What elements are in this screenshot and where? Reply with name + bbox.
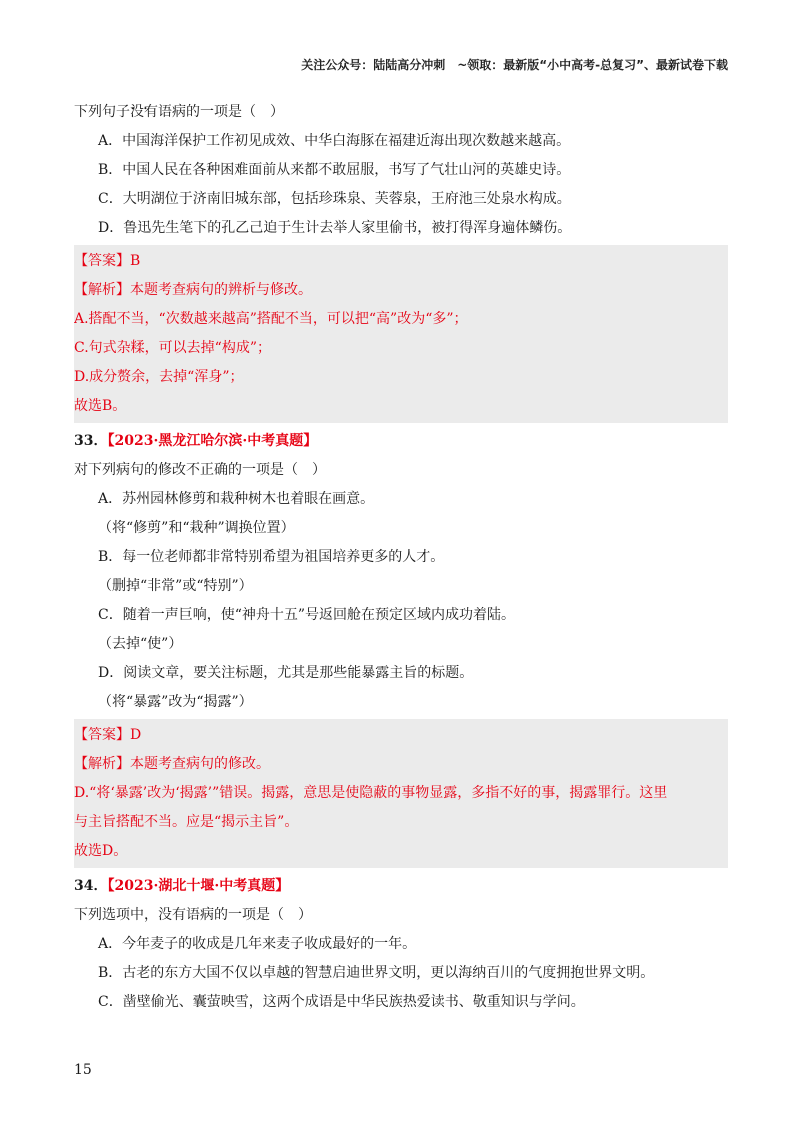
q32-explanation-d: D.成分赘余，去掉“浑身”； — [74, 369, 244, 385]
q33-option-a: A．苏州园林修剪和栽种树木也着眼在画意。 — [98, 491, 375, 507]
q33-analysis: 【解析】本题考查病句的修改。 — [74, 756, 270, 772]
q32-option-b: B．中国人民在各种困难面前从来都不敢屈服，书写了气壮山河的英雄史诗。 — [98, 162, 571, 178]
q33-answer: 【答案】D — [74, 727, 142, 743]
page-header: 关注公众号：陆陆高分冲刺 ~领取：最新版“小中高考-总复习”、最新试卷下载 — [301, 58, 728, 72]
q32-option-a: A．中国海洋保护工作初见成效、中华白海豚在福建近海出现次数越来越高。 — [98, 133, 571, 149]
q33-option-b: B．每一位老师都非常特别希望为祖国培养更多的人才。 — [98, 549, 445, 565]
q32-option-c: C．大明湖位于济南旧城东部，包括珍珠泉、芙蓉泉，王府池三处泉水构成。 — [98, 191, 571, 207]
q33-answer-block — [74, 719, 728, 868]
q34-option-b: B．古老的东方大国不仅以卓越的智慧启迪世界文明，更以海纳百川的气度拥抱世界文明。 — [98, 965, 655, 981]
q32-stem: 下列句子• • 没有语病的一项是（ ） — [74, 98, 728, 127]
q33-explanation-line-1: D.“将‘暴露’改为‘揭露’”错误。揭露，意思是使隐蔽的事物显露，多指不好的事，揭露罪行。这里 — [74, 785, 668, 801]
q33-option-d: D．阅读文章，要关注标题，尤其是那些能暴露主旨的标题。 — [98, 665, 474, 681]
q32-explanation-c: C.句式杂糅，可以去掉“构成”； — [74, 340, 271, 356]
q32-conclusion: 故选B。 — [74, 398, 127, 414]
q33-heading: 33．【2023·黑龙江哈尔滨·中考真题】 — [74, 433, 318, 449]
q32-answer: 【答案】B — [74, 253, 141, 269]
q34-option-c: C．凿壁偷光、囊萤映雪，这两个成语是中华民族热爱读书、敬重知识与学问。 — [98, 994, 585, 1010]
q32-analysis: 【解析】本题考查病句的辨析与修改。 — [74, 282, 312, 298]
q33-note-d: （将“暴露”改为“揭露”） — [98, 694, 253, 710]
q33-note-a: （将“修剪”和“栽种”调换位置） — [98, 520, 295, 536]
page-content — [74, 98, 728, 1017]
q33-option-c: C．随着一声巨响，使“神舟十五”号返回舱在预定区域内成功着陆。 — [98, 607, 516, 623]
q34-option-a: A．今年麦子的收成是几年来麦子收成最好的一年。 — [98, 936, 417, 952]
emphasis-marked-text: • • 没有 — [130, 104, 158, 120]
q33-conclusion: 故选D。 — [74, 843, 128, 859]
q32-option-d: D．鲁迅先生笔下的孔乙己迫于生计去举人家里偷书，被打得浑身遍体鳞伤。 — [98, 220, 572, 236]
page-number: 15 — [74, 1062, 92, 1078]
q32-explanation-a: A.搭配不当，“次数越来越高”搭配不当，可以把“高”改为“多”； — [74, 311, 468, 327]
q33-note-b: （删掉“非常”或“特别”） — [98, 578, 253, 594]
q34-heading: 34．【2023·湖北十堰·中考真题】 — [74, 878, 290, 894]
q33-note-c: （去掉“使”） — [98, 636, 183, 652]
q32-answer-block — [74, 245, 728, 423]
q34-stem: 下列选项中，没有语病的一项是（ ） — [74, 907, 312, 923]
q33-explanation-line-2: 与主旨搭配不当。应是“揭示主旨”。 — [74, 814, 299, 830]
q33-stem: 对下列病句的修改不正确的一项是（ ） — [74, 462, 326, 478]
